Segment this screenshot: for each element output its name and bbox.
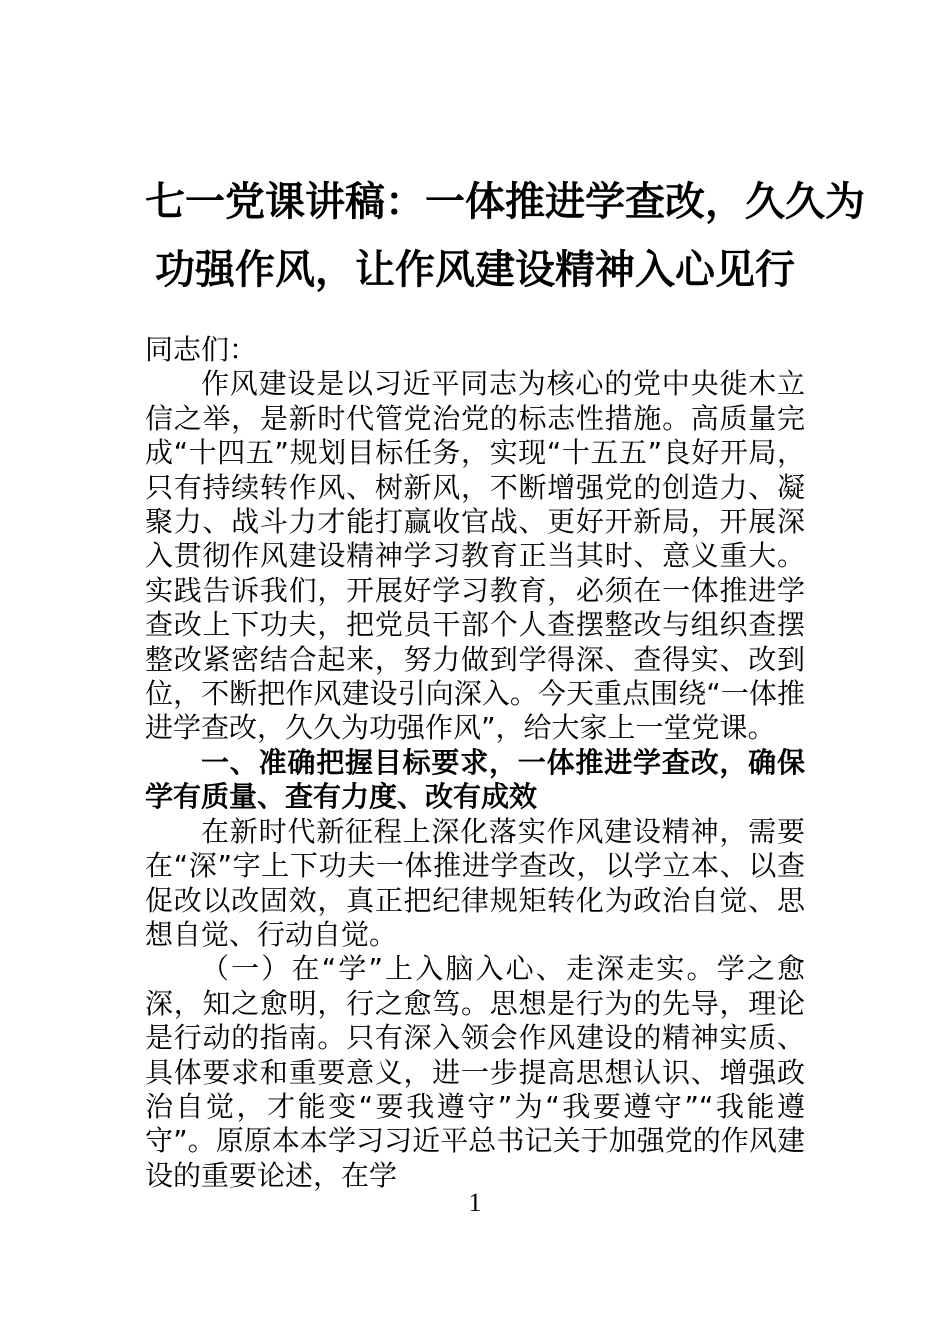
title-line-2: 功强作风，让作风建设精神入心见行: [155, 247, 795, 293]
salutation: 同志们：: [145, 333, 258, 366]
page-number: 1: [468, 1188, 482, 1217]
document-title: [145, 168, 865, 304]
document-body: [145, 333, 805, 1193]
subsection-paragraph: （一）在“学”上入脑入心、走深走实。学之愈深，知之愈明，行之愈笃。思想是行为的先导，理论是行动的指南。只有深入领会作风建设的精神实质、具体要求和重要意义，进一步提高思想认识、增强政治自觉，才能变“要我遵守”为“我要遵守”“我能遵守”。原原本本学习习近平总书记关于加强党的作风建设的重要论述，在学: [145, 952, 805, 1192]
intro-paragraph: 作风建设是以习近平同志为核心的党中央徙木立信之举，是新时代管党治党的标志性措施。高质量完成“十四五”规划目标任务，实现“十五五”良好开局，只有持续转作风、树新风，不断增强党的创造力、凝聚力、战斗力才能打赢收官战、更好开新局，开展深入贯彻作风建设精神学习教育正当其时、意义重大。实践告诉我们，开展好学习教育，必须在一体推进学查改上下功夫，把党员干部个人查摆整改与组织查摆整改紧密结合起来，努力做到学得深、查得实、改到位，不断把作风建设引向深入。今天重点围绕“一体推进学查改，久久为功强作风”，给大家上一堂党课。: [145, 367, 805, 745]
section-paragraph: 在新时代新征程上深化落实作风建设精神，需要在“深”字上下功夫一体推进学查改，以学立本、以查促改以改固效，真正把纪律规矩转化为政治自觉、思想自觉、行动自觉。: [145, 814, 805, 951]
title-line-1: 七一党课讲稿：一体推进学查改，久久为: [145, 179, 865, 225]
section-heading: 一、准确把握目标要求，一体推进学查改，确保学有质量、查有力度、改有成效: [145, 745, 805, 814]
